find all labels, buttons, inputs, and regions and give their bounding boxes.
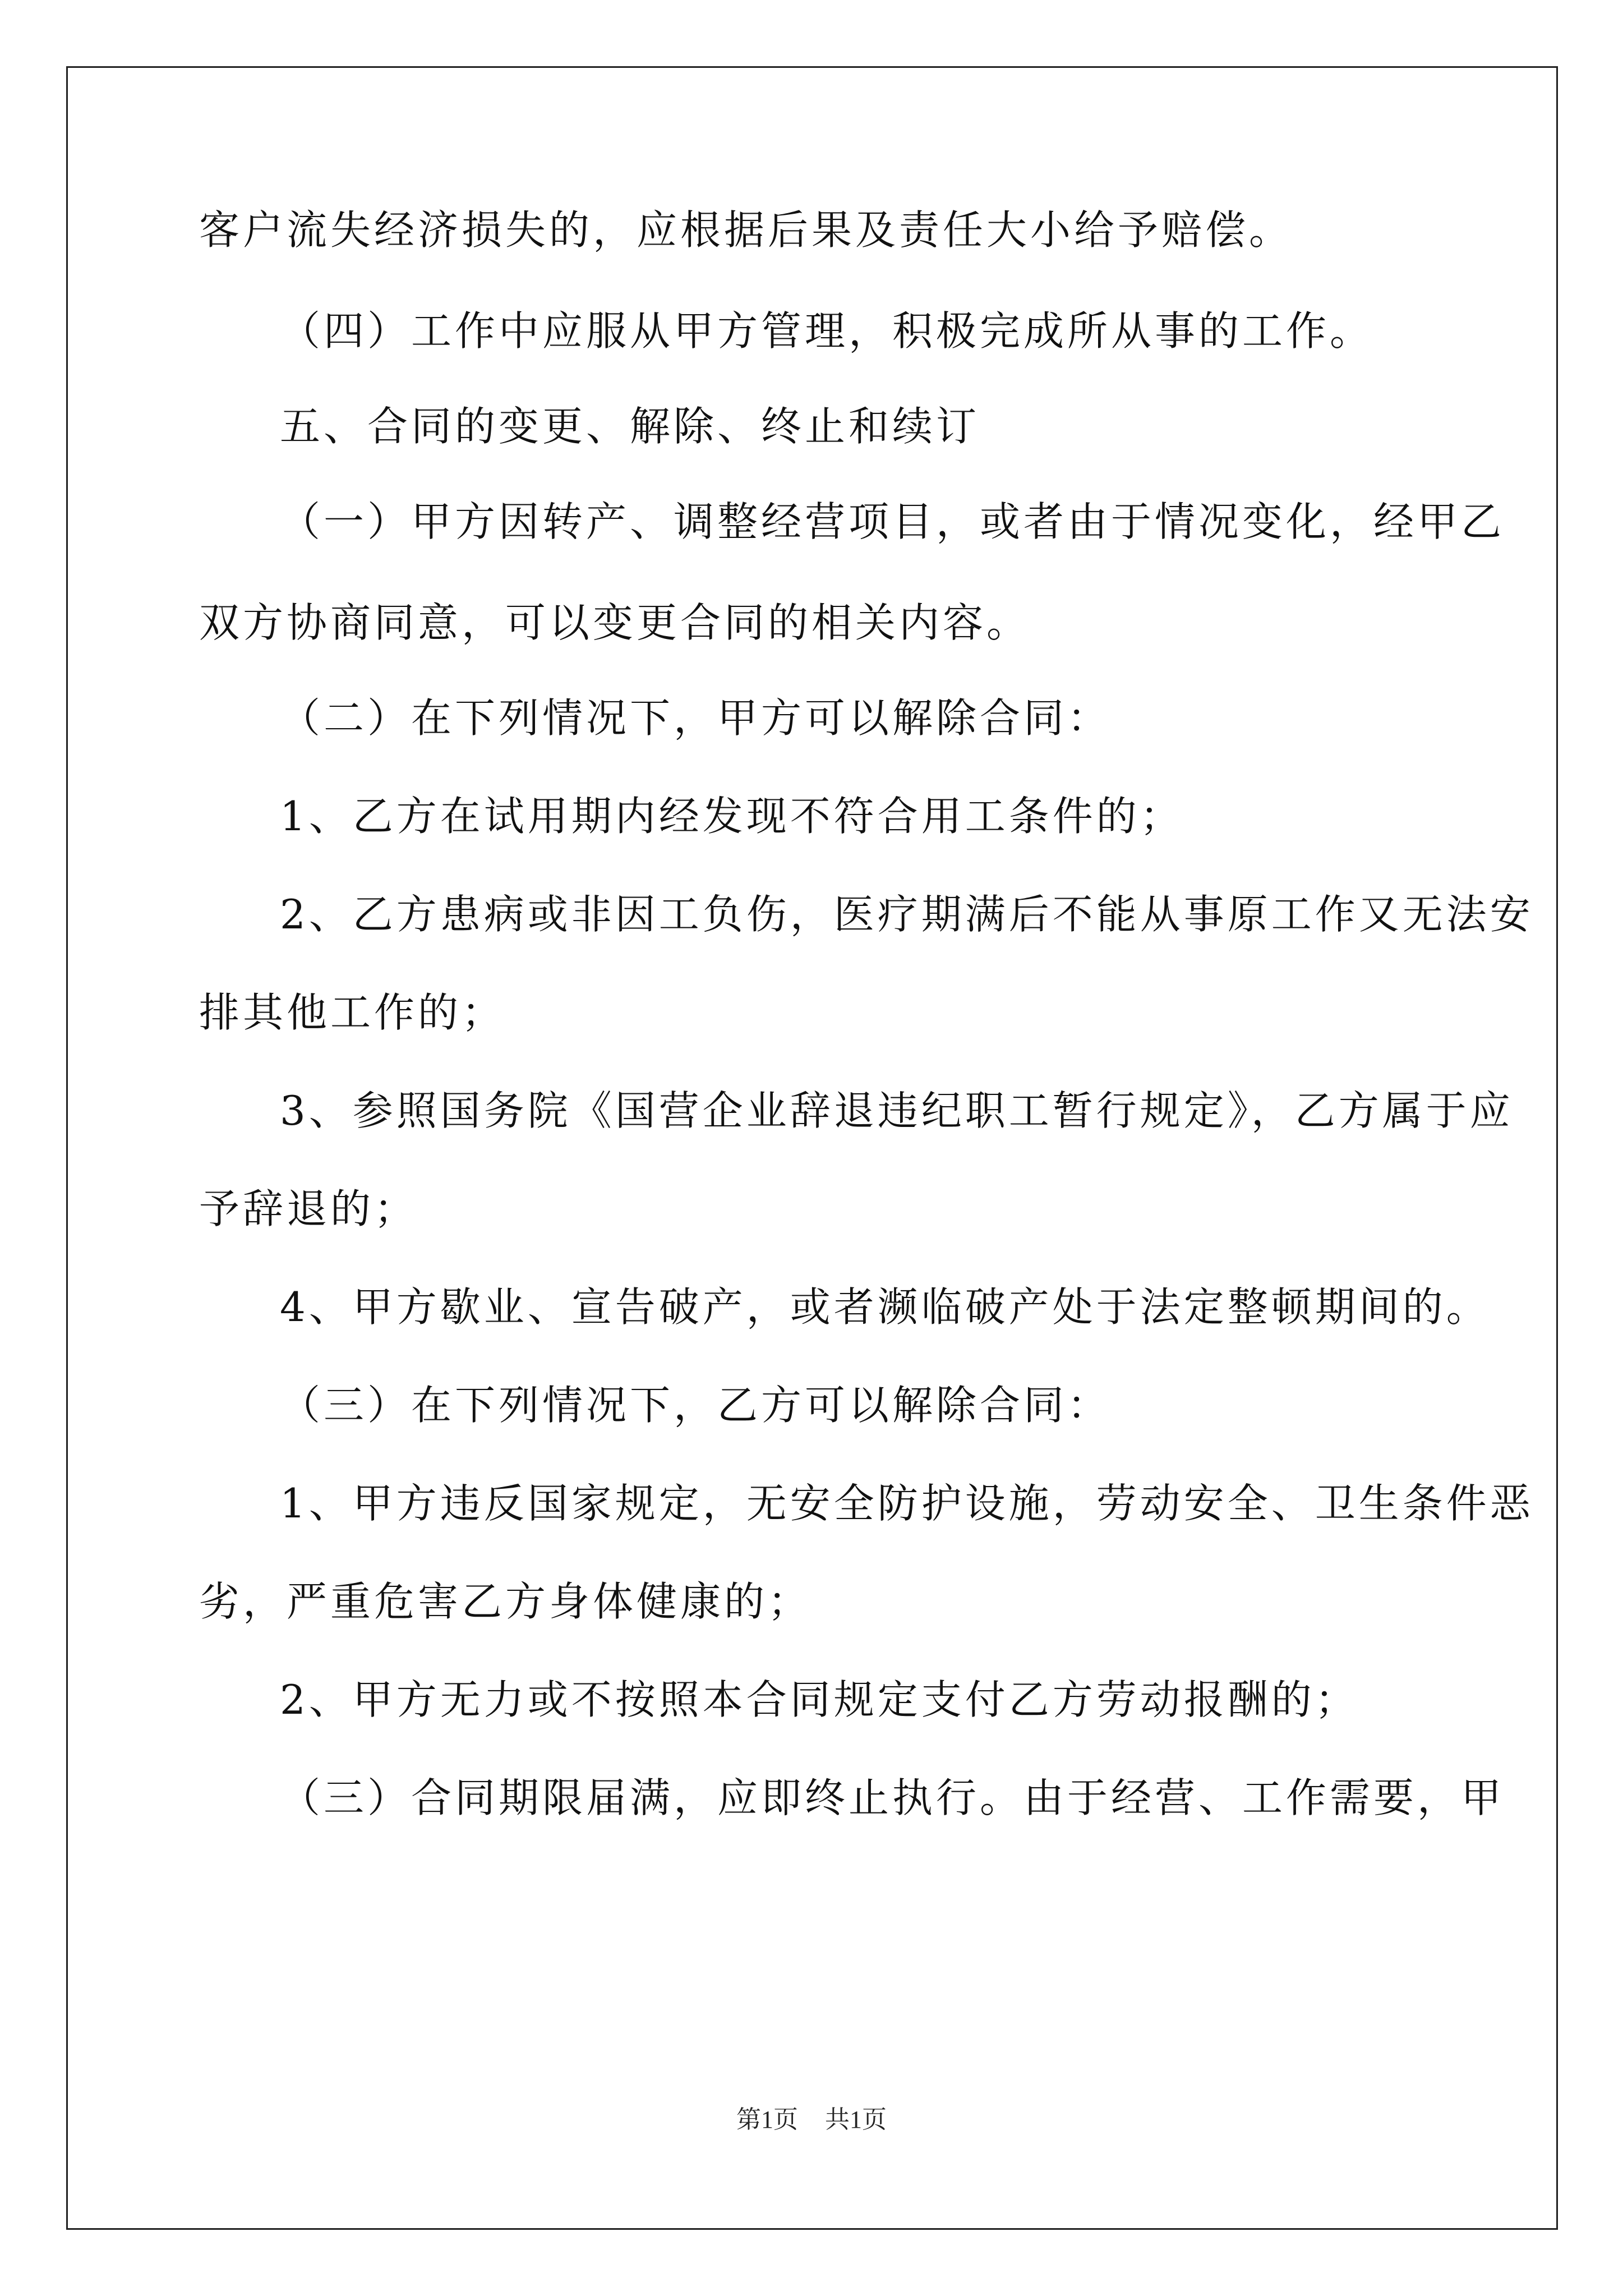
section-heading: 五、合同的变更、解除、终止和续订 — [280, 403, 980, 450]
page-border — [66, 66, 1558, 2230]
body-line: （二）在下列情况下，甲方可以解除合同： — [280, 694, 1112, 742]
body-line: 1、甲方违反国家规定，无安全防护设施，劳动安全、卫生条件恶 — [280, 1480, 1534, 1527]
body-line: 2、乙方患病或非因工负伤，医疗期满后不能从事原工作又无法安 — [280, 891, 1534, 938]
body-line: 劣，严重危害乙方身体健康的； — [199, 1578, 812, 1625]
body-line: 排其他工作的； — [199, 989, 506, 1036]
body-line: 双方协商同意，可以变更合同的相关内容。 — [199, 599, 1031, 646]
page-total: 共1页 — [825, 2106, 887, 2133]
page-footer — [0, 2099, 1623, 2135]
body-line: 4、甲方歇业、宣告破产，或者濒临破产处于法定整顿期间的。 — [280, 1283, 1490, 1331]
body-line: （四）工作中应服从甲方管理，积极完成所从事的工作。 — [280, 307, 1374, 355]
body-line: （一）甲方因转产、调整经营项目，或者由于情况变化，经甲乙 — [280, 498, 1505, 545]
body-line: （三）合同期限届满，应即终止执行。由于经营、工作需要，甲 — [280, 1774, 1505, 1821]
page-number: 第1页 — [736, 2106, 798, 2133]
body-line: 客户流失经济损失的，应根据后果及责任大小给予赔偿。 — [199, 206, 1293, 254]
body-line: 2、甲方无力或不按照本合同规定支付乙方劳动报酬的； — [280, 1676, 1359, 1723]
body-line: 1、乙方在试用期内经发现不符合用工条件的； — [280, 793, 1184, 840]
body-line: （三）在下列情况下，乙方可以解除合同： — [280, 1382, 1112, 1429]
body-line: 予辞退的； — [199, 1185, 418, 1232]
body-line: 3、参照国务院《国营企业辞退违纪职工暂行规定》，乙方属于应 — [280, 1087, 1514, 1134]
